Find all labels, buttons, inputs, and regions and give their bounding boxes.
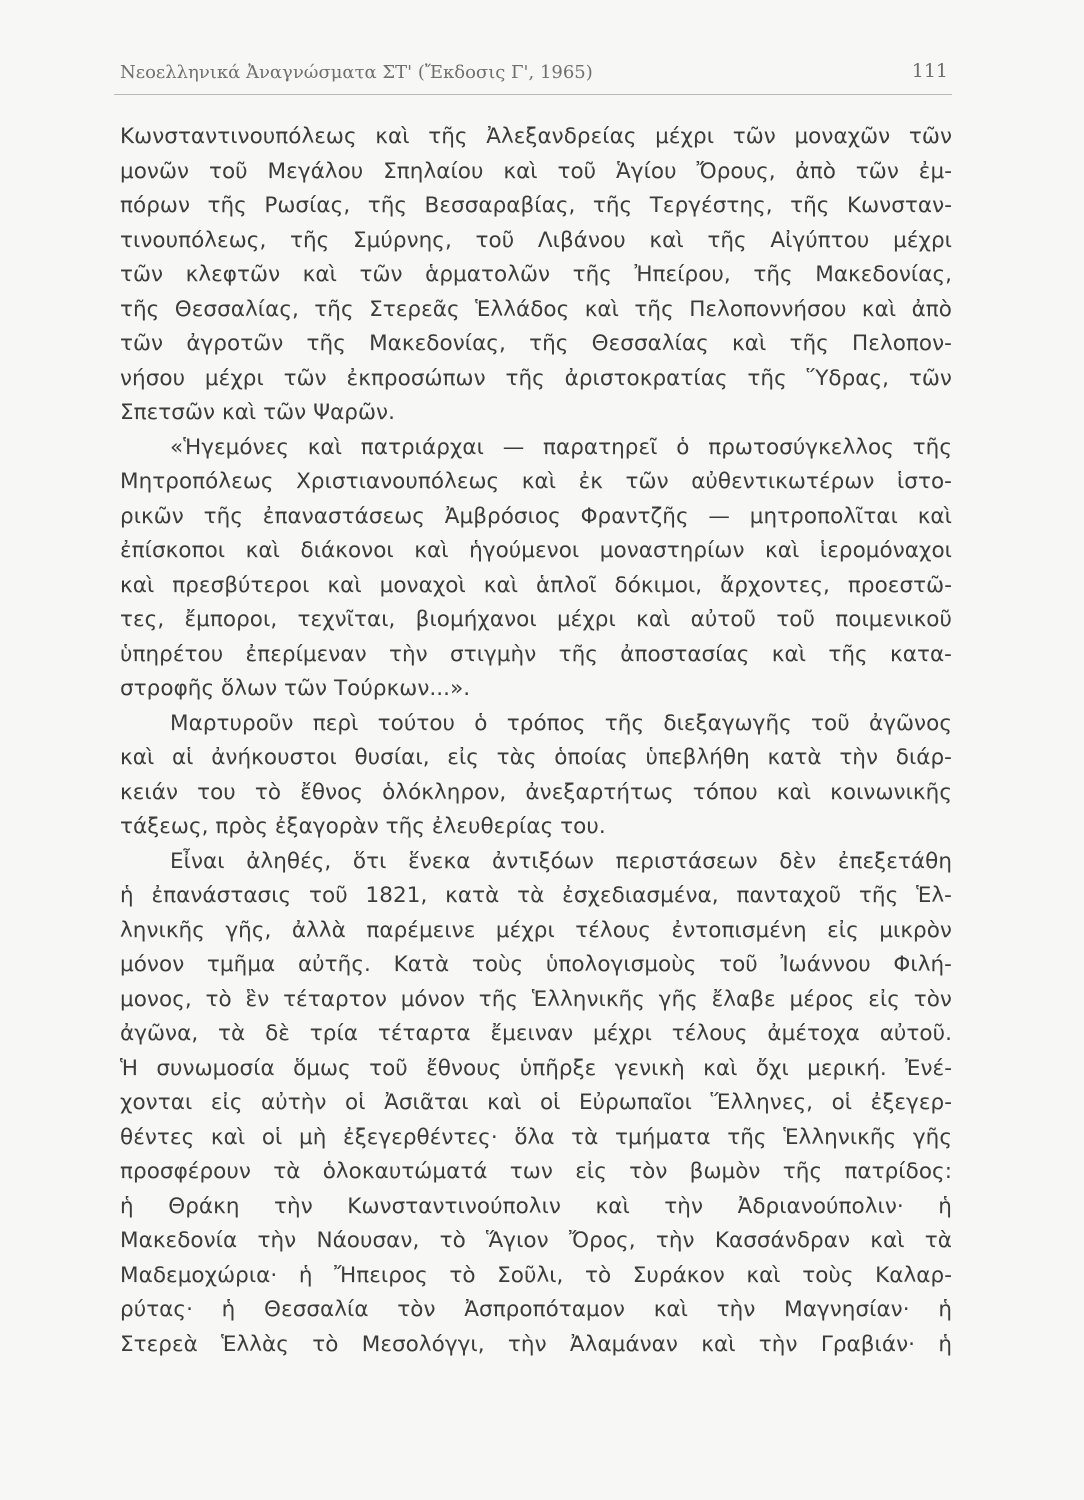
text-line: καὶ πρεσβύτεροι καὶ μοναχοὶ καὶ ἁπλοῖ δόκιμοι, ἄρχοντες, προεστῶ- <box>120 572 952 598</box>
text-line: στροφῆς ὅλων τῶν Τούρκων...». <box>120 676 471 701</box>
text-line: θέντες καὶ οἱ μὴ ἐξεγερθέντες· ὅλα τὰ τμήματα τῆς Ἑλληνικῆς γῆς <box>120 1124 952 1150</box>
body-text <box>120 120 952 1362</box>
text-line: ρύτας· ἡ Θεσσαλία τὸν Ἀσπροπόταμον καὶ τὴν Μαγνησίαν· ἡ <box>120 1297 952 1322</box>
text-line: μονῶν τοῦ Μεγάλου Σπηλαίου καὶ τοῦ Ἁγίου Ὄρους, ἀπὸ τῶν ἐμ- <box>120 158 952 184</box>
text-line: ἡ ἐπανάστασις τοῦ 1821, κατὰ τὰ ἐσχεδιασμένα, πανταχοῦ τῆς Ἑλ- <box>120 883 952 908</box>
text-line: κειάν του τὸ ἔθνος ὁλόκληρον, ἀνεξαρτήτως τόπου καὶ κοινωνικῆς <box>120 779 952 805</box>
text-line: «Ἡγεμόνες καὶ πατριάρχαι — παρατηρεῖ ὁ πρωτοσύγκελλος τῆς <box>170 434 952 460</box>
text-line: μόνον τμῆμα αὐτῆς. Κατὰ τοὺς ὑπολογισμοὺς τοῦ Ἰωάννου Φιλή- <box>120 952 952 977</box>
text-line: Στερεὰ Ἑλλὰς τὸ Μεσολόγγι, τὴν Ἀλαμάναν καὶ τὴν Γραβιάν· ἡ <box>120 1331 952 1357</box>
text-line: Μαρτυροῦν περὶ τούτου ὁ τρόπος τῆς διεξαγωγῆς τοῦ ἀγῶνος <box>170 710 952 736</box>
text-line: Ἡ συνωμοσία ὅμως τοῦ ἔθνους ὑπῆρξε γενικὴ καὶ ὄχι μερική. Ἐνέ- <box>120 1055 952 1081</box>
text-line: Κωνσταντινουπόλεως καὶ τῆς Ἀλεξανδρείας μέχρι τῶν μοναχῶν τῶν <box>120 124 952 149</box>
running-header <box>114 58 952 95</box>
text-line: ρικῶν τῆς ἐπαναστάσεως Ἀμβρόσιος Φραντζῆς — μητροπολῖται καὶ <box>120 503 952 529</box>
text-line: ἐπίσκοποι καὶ διάκονοι καὶ ἡγούμενοι μοναστηρίων καὶ ἱερομόναχοι <box>120 538 952 563</box>
text-line: ὑπηρέτου ἐπερίμεναν τὴν στιγμὴν τῆς ἀποστασίας καὶ τῆς κατα- <box>120 641 952 667</box>
text-line: χονται εἰς αὐτὴν οἱ Ἀσιᾶται καὶ οἱ Εὐρωπαῖοι Ἕλληνες, οἱ ἐξεγερ- <box>120 1090 952 1115</box>
text-line: τάξεως, πρὸς ἐξαγορὰν τῆς ἐλευθερίας του. <box>120 814 606 839</box>
text-line: Σπετσῶν καὶ τῶν Ψαρῶν. <box>120 400 396 425</box>
text-line: νήσου μέχρι τῶν ἐκπροσώπων τῆς ἀριστοκρατίας τῆς Ὕδρας, τῶν <box>120 365 952 391</box>
page-number: 111 <box>911 60 948 82</box>
text-line: τες, ἔμποροι, τεχνῖται, βιομήχανοι μέχρι καὶ αὐτοῦ τοῦ ποιμενικοῦ <box>120 607 952 632</box>
text-line: τῆς Θεσσαλίας, τῆς Στερεᾶς Ἑλλάδος καὶ τῆς Πελοποννήσου καὶ ἀπὸ <box>120 296 952 322</box>
text-line: τῶν κλεφτῶν καὶ τῶν ἁρματολῶν τῆς Ἠπείρου, τῆς Μακεδονίας, <box>120 262 952 287</box>
text-line: Μακεδονία τὴν Νάουσαν, τὸ Ἅγιον Ὄρος, τὴν Κασσάνδραν καὶ τὰ <box>120 1228 952 1253</box>
text-line: ἀγῶνα, τὰ δὲ τρία τέταρτα ἔμειναν μέχρι τέλους ἀμέτοχα αὐτοῦ. <box>120 1021 952 1046</box>
text-line: Μητροπόλεως Χριστιανουπόλεως καὶ ἐκ τῶν αὐθεντικωτέρων ἱστο- <box>120 469 952 494</box>
text-line: τῶν ἀγροτῶν τῆς Μακεδονίας, τῆς Θεσσαλίας καὶ τῆς Πελοπον- <box>120 331 952 356</box>
text-line: πόρων τῆς Ρωσίας, τῆς Βεσσαραβίας, τῆς Τεργέστης, τῆς Κωνσταν- <box>120 193 952 218</box>
text-line: τινουπόλεως, τῆς Σμύρνης, τοῦ Λιβάνου καὶ τῆς Αἰγύπτου μέχρι <box>120 227 952 253</box>
text-line: ἡ Θράκη τὴν Κωνσταντινούπολιν καὶ τὴν Ἀδριανούπολιν· ἡ <box>120 1193 952 1219</box>
text-line: μονος, τὸ ἓν τέταρτον μόνον τῆς Ἑλληνικῆς γῆς ἔλαβε μέρος εἰς τὸν <box>120 986 952 1012</box>
header-title: Νεοελληνικά Ἀναγνώσματα ΣΤ' (Ἔκδοσις Γ', 1965) <box>120 62 593 83</box>
text-line: Μαδεμοχώρια· ἡ Ἤπειρος τὸ Σοῦλι, τὸ Συράκον καὶ τοὺς Καλαρ- <box>120 1262 952 1288</box>
text-line: προσφέρουν τὰ ὁλοκαυτώματά των εἰς τὸν βωμὸν τῆς πατρίδος: <box>120 1159 952 1184</box>
text-line: καὶ αἱ ἀνήκουστοι θυσίαι, εἰς τὰς ὁποίας ὑπεβλήθη κατὰ τὴν διάρ- <box>120 745 952 770</box>
text-line: ληνικῆς γῆς, ἀλλὰ παρέμεινε μέχρι τέλους ἐντοπισμένη εἰς μικρὸν <box>120 917 952 943</box>
text-line: Εἶναι ἀληθές, ὅτι ἕνεκα ἀντιξόων περιστάσεων δὲν ἐπεξετάθη <box>170 848 952 874</box>
